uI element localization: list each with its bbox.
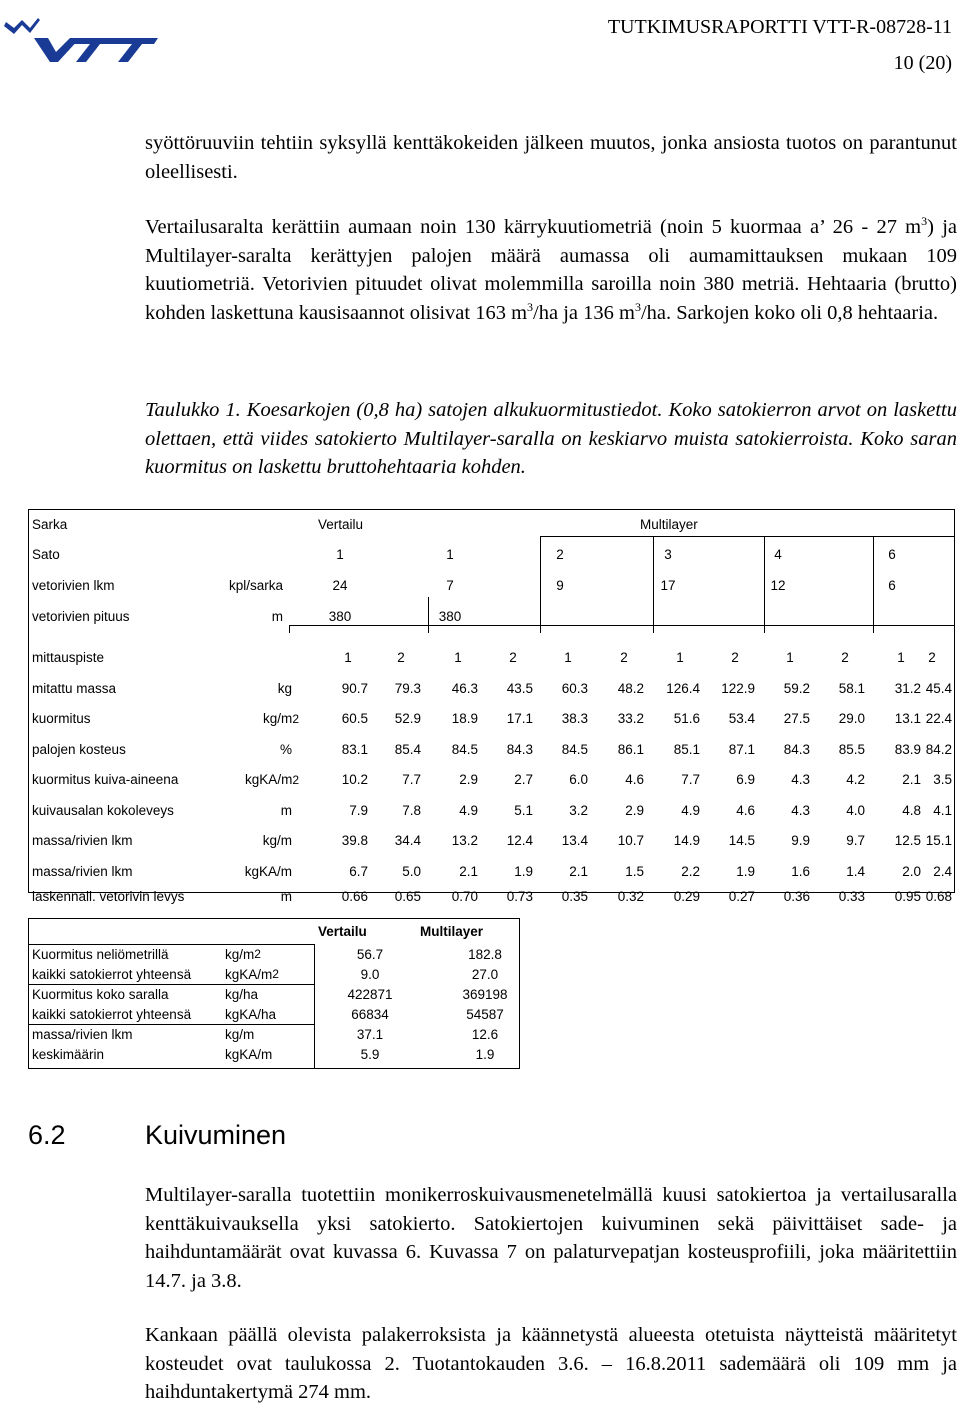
- value-cell: 51.6: [673, 711, 700, 726]
- value-cell: 9.7: [846, 833, 865, 848]
- table-header-row: [28, 509, 955, 539]
- section-number: 6.2: [28, 1120, 66, 1150]
- value-cell: 0.27: [728, 889, 755, 904]
- value-cell: 6.0: [569, 772, 588, 787]
- mittauspiste-cell: 2: [841, 650, 849, 665]
- value-cell: 17.1: [506, 711, 533, 726]
- value-cell: 2.2: [681, 863, 700, 879]
- value-cell: 0.73: [506, 889, 533, 904]
- value-cell: 4.8: [902, 802, 921, 818]
- value-cell: 1.4: [846, 863, 865, 879]
- unit-text: m: [280, 889, 292, 904]
- summary-unit: [225, 1044, 272, 1064]
- value-cell: 46.3: [451, 680, 478, 696]
- row-unit: kg/m 2: [263, 711, 299, 726]
- row-label: laskennall. vetorivin levys: [32, 889, 185, 904]
- sato-row: [28, 539, 955, 570]
- row-unit: [178, 886, 292, 907]
- value-cell: 12.4: [506, 833, 533, 848]
- section-title: Kuivuminen: [145, 1120, 287, 1150]
- value-cell: 4.0: [846, 802, 865, 818]
- mittauspiste-cell: 1: [897, 650, 905, 665]
- unit-text: kgKA/m: [244, 863, 292, 879]
- summary-vertailu-value: 9.0: [360, 966, 380, 982]
- summary-row: [28, 1024, 520, 1044]
- paragraph-1: syöttöruuviin tehtiin syksyllä kenttäkokeiden jälkeen muutos, jonka ansiosta tuotos on parantunut oleellisesti.: [145, 132, 957, 183]
- summary-multilayer-value: 54587: [466, 1006, 504, 1022]
- summary-row: [28, 944, 520, 964]
- value-cell: 58.1: [838, 680, 865, 696]
- value-cell: 0.32: [617, 889, 644, 904]
- row-unit: kgKA/m 2: [245, 772, 299, 787]
- summary-label: kaikki satokierrot yhteensä: [32, 966, 192, 982]
- lkm-row: [28, 570, 955, 601]
- mittauspiste-cell: 1: [786, 650, 794, 665]
- mittauspiste-cell: 2: [509, 650, 517, 665]
- value-cell: 83.1: [341, 741, 368, 757]
- mittauspiste-cell: 2: [731, 650, 739, 665]
- summary-multilayer-header: Multilayer: [420, 923, 484, 939]
- table-row: [28, 856, 955, 886]
- value-cell: 4.6: [736, 802, 755, 818]
- paragraph-2: Vertailusaralta kerättiin aumaan noin 130 kärrykuutiometriä (noin 5 kuormaa a’ 26 - 27 $m^3$) ja Multilayer-saralta kerättyjen palojen määrä aumassa oli aumamittauksen mukaan 109 kuutiometriä. Vetorivien pituudet olivat molemmilla saroilla noin 380 metriä. Hehtaaria (brutto) kohden laskettuna kausisaannot olisivat 163 $m^3/ha$ ja 136 $m^3/ha$. Sarkojen koko oli 0,8 hehtaaria.: [145, 214, 957, 324]
- pituus-cell: 380: [328, 609, 352, 624]
- value-cell: 0.95: [894, 889, 921, 904]
- value-cell: 12.5: [894, 833, 921, 848]
- summary-vertailu-header: Vertailu: [318, 923, 367, 939]
- value-cell: 85.5: [838, 741, 865, 757]
- pituus-row: [28, 601, 955, 632]
- section-heading: [28, 1120, 286, 1151]
- sato-cell: 2: [556, 547, 564, 562]
- vtt-logo: [4, 6, 160, 69]
- report-id: TUTKIMUSRAPORTTI VTT-R-08728-11: [607, 16, 952, 38]
- mittauspiste-cell: 1: [344, 650, 352, 665]
- unit-text: kg: [277, 680, 292, 696]
- value-cell: 38.3: [561, 711, 588, 726]
- value-cell: 15.1: [925, 833, 952, 848]
- value-cell: 6.9: [736, 772, 755, 787]
- summary-multilayer-value: 27.0: [471, 966, 499, 982]
- table-row: [28, 734, 955, 764]
- sato-cell: 3: [664, 547, 672, 562]
- summary-vertailu-value: 5.9: [360, 1046, 380, 1062]
- mittauspiste-cell: 1: [676, 650, 684, 665]
- summary-multilayer-value: 1.9: [475, 1046, 495, 1062]
- value-cell: 7.7: [402, 772, 421, 787]
- value-cell: 4.9: [681, 802, 700, 818]
- row-label: kuivausalan kokoleveys: [32, 802, 174, 818]
- value-cell: 0.68: [925, 889, 952, 904]
- value-cell: 3.2: [569, 802, 588, 818]
- value-cell: 2.7: [514, 772, 533, 787]
- mittauspiste-cell: 1: [564, 650, 572, 665]
- value-cell: 2.4: [933, 863, 952, 879]
- unit-text: kgKA/ha: [225, 1006, 277, 1022]
- value-cell: 14.9: [673, 833, 700, 848]
- value-cell: 33.2: [617, 711, 644, 726]
- value-cell: 9.9: [791, 833, 810, 848]
- value-cell: 52.9: [394, 711, 421, 726]
- value-cell: 84.5: [451, 741, 478, 757]
- summary-vertailu-value: 56.7: [356, 946, 384, 962]
- value-cell: 60.3: [561, 680, 588, 696]
- summary-unit: [225, 1024, 254, 1044]
- mittauspiste-row: [28, 642, 955, 673]
- value-cell: 4.6: [625, 772, 644, 787]
- value-cell: 126.4: [666, 680, 700, 696]
- summary-label: massa/rivien lkm: [32, 1026, 133, 1042]
- value-cell: 83.9: [894, 741, 921, 757]
- row-unit: [178, 673, 292, 703]
- value-cell: 4.3: [791, 772, 810, 787]
- value-cell: 39.8: [341, 833, 368, 848]
- table-row: [28, 825, 955, 856]
- row-unit: [178, 734, 292, 764]
- row-unit: [178, 795, 292, 825]
- unit-text: kg/m: [225, 1026, 255, 1042]
- value-cell: 7.8: [402, 802, 421, 818]
- value-cell: 48.2: [617, 680, 644, 696]
- sato-cell: 4: [774, 547, 782, 562]
- summary-unit: kgKA/m 2: [225, 966, 279, 982]
- value-cell: 122.9: [721, 680, 755, 696]
- value-cell: 4.2: [846, 772, 865, 787]
- value-cell: 87.1: [728, 741, 755, 757]
- value-cell: 4.9: [459, 802, 478, 818]
- value-cell: 0.36: [783, 889, 810, 904]
- summary-multilayer-value: 369198: [462, 986, 508, 1002]
- value-cell: 6.7: [349, 863, 368, 879]
- value-cell: 53.4: [728, 711, 755, 726]
- sarka-label: Sarka: [32, 516, 68, 532]
- row-label: massa/rivien lkm: [32, 863, 133, 879]
- unit-text: %: [279, 741, 292, 757]
- value-cell: 0.33: [838, 889, 865, 904]
- summary-unit: [225, 984, 258, 1004]
- value-cell: 1.5: [625, 863, 644, 879]
- value-cell: 0.65: [394, 889, 421, 904]
- table-caption: Taulukko 1. Koesarkojen (0,8 ha) satojen alkukuormitustiedot. Koko satokierron arvot on laskettu olettaen, että viides satokierto Multilayer-saralla on keskiarvo muista satokierroista. Koko saran kuormitus on laskettu bruttohehtaaria kohden.: [145, 399, 957, 478]
- table-row: [28, 764, 955, 795]
- unit-text: kg/m: [263, 711, 293, 726]
- value-cell: 2.1: [902, 772, 921, 787]
- summary-label: kaikki satokierrot yhteensä: [32, 1006, 192, 1022]
- value-cell: 2.1: [569, 863, 588, 879]
- value-cell: 85.1: [673, 741, 700, 757]
- mittauspiste-cell: 1: [454, 650, 462, 665]
- value-cell: 31.2: [894, 680, 921, 696]
- summary-vertailu-value: 37.1: [356, 1026, 384, 1042]
- row-unit: m: [271, 609, 283, 624]
- value-cell: 84.3: [506, 741, 533, 757]
- summary-unit: [225, 1004, 276, 1024]
- summary-row: [28, 964, 520, 984]
- unit-text: kgKA/m: [225, 966, 273, 982]
- value-cell: 22.4: [925, 711, 952, 726]
- value-cell: 79.3: [394, 680, 421, 696]
- value-cell: 60.5: [341, 711, 368, 726]
- unit-text: kg/m: [225, 946, 255, 962]
- section-paragraph-2: Kankaan päällä olevista palakerroksista ja käännetystä alueesta otetuista näytteistä määritetyt kosteudet ovat taulukossa 2. Tuotantokauden 3.6. – 16.8.2011 sademäärä oli 109 mm ja haihduntakertymä 274 mm.: [145, 1324, 957, 1403]
- value-cell: 0.70: [451, 889, 478, 904]
- row-unit: [178, 856, 292, 886]
- value-cell: 10.2: [341, 772, 368, 787]
- row-label: vetorivien lkm: [32, 578, 115, 593]
- value-cell: 1.9: [736, 863, 755, 879]
- table-row: [28, 886, 955, 907]
- page-number: 10 (20): [893, 52, 952, 74]
- value-cell: 5.0: [402, 863, 421, 879]
- table-row: [28, 795, 955, 825]
- value-cell: 59.2: [783, 680, 810, 696]
- summary-unit: kg/m 2: [225, 946, 261, 962]
- mittauspiste-cell: 2: [397, 650, 405, 665]
- value-cell: 2.9: [625, 802, 644, 818]
- value-cell: 0.35: [561, 889, 588, 904]
- sato-label: Sato: [32, 547, 60, 562]
- value-cell: 5.1: [514, 802, 533, 818]
- summary-header-row: [28, 918, 520, 944]
- pituus-cell: 380: [438, 609, 462, 624]
- value-cell: 13.1: [894, 711, 921, 726]
- table-row: [28, 673, 955, 703]
- value-cell: 7.9: [349, 802, 368, 818]
- unit-text: m: [280, 802, 292, 818]
- value-cell: 13.2: [451, 833, 478, 848]
- value-cell: 13.4: [561, 833, 588, 848]
- row-label: vetorivien pituus: [32, 609, 130, 624]
- lkm-cell: 17: [660, 578, 676, 593]
- lkm-cell: 9: [556, 578, 564, 593]
- value-cell: 2.1: [459, 863, 478, 879]
- unit-text: kgKA/m: [225, 1046, 273, 1062]
- row-unit: kpl/sarka: [228, 578, 283, 593]
- sato-cell: 6: [888, 547, 896, 562]
- value-cell: 84.2: [925, 741, 952, 757]
- value-cell: 29.0: [838, 711, 865, 726]
- section-paragraph-1: Multilayer-saralla tuotettiin monikerroskuivausmenetelmällä kuusi satokiertoa ja vertailusaralla kenttäkuivauksella yksi satokierto. Satokiertojen kuivuminen sekä päivittäiset sade- ja haihduntamäärät ovat kuvassa 6. Kuvassa 7 on palaturvepatjan kosteusprofiili, joka määritettiin 14.7. ja 3.8.: [145, 1184, 957, 1292]
- value-cell: 27.5: [783, 711, 810, 726]
- value-cell: 18.9: [451, 711, 478, 726]
- unit-text: kgKA/m: [245, 772, 293, 787]
- summary-label: keskimäärin: [32, 1046, 105, 1062]
- table-row: [28, 703, 955, 734]
- summary-vertailu-value: 422871: [347, 986, 393, 1002]
- summary-multilayer-value: 12.6: [471, 1026, 499, 1042]
- summary-label: Kuormitus koko saralla: [32, 986, 169, 1002]
- mittauspiste-cell: 2: [620, 650, 628, 665]
- row-label: mittauspiste: [32, 650, 105, 665]
- unit-text: kg/ha: [225, 986, 259, 1002]
- row-label: kuormitus: [32, 711, 91, 726]
- sato-cell: 1: [446, 547, 454, 562]
- value-cell: 4.1: [933, 802, 952, 818]
- value-cell: 10.7: [617, 833, 644, 848]
- value-cell: 3.5: [933, 772, 952, 787]
- mittauspiste-cell: 2: [928, 650, 936, 665]
- value-cell: 2.9: [459, 772, 478, 787]
- summary-multilayer-value: 182.8: [468, 946, 502, 962]
- summary-row: [28, 1044, 520, 1064]
- summary-row: [28, 1004, 520, 1024]
- data-table: [28, 509, 955, 907]
- value-cell: 45.4: [925, 680, 952, 696]
- value-cell: 14.5: [728, 833, 755, 848]
- value-cell: 0.29: [673, 889, 700, 904]
- lkm-cell: 6: [888, 578, 896, 593]
- value-cell: 84.5: [561, 741, 588, 757]
- summary-vertailu-value: 66834: [351, 1006, 389, 1022]
- row-label: mitattu massa: [32, 680, 117, 696]
- unit-text: kg/m: [262, 833, 292, 848]
- row-label: massa/rivien lkm: [32, 833, 133, 848]
- summary-row: [28, 984, 520, 1004]
- lkm-cell: 24: [332, 578, 348, 593]
- value-cell: 0.66: [341, 889, 368, 904]
- multilayer-header: Multilayer: [640, 516, 698, 532]
- sato-cell: 1: [336, 547, 344, 562]
- lkm-cell: 12: [770, 578, 786, 593]
- summary-table: [28, 918, 520, 1068]
- row-label: palojen kosteus: [32, 741, 126, 757]
- value-cell: 84.3: [783, 741, 810, 757]
- value-cell: 2.0: [902, 863, 921, 879]
- value-cell: 85.4: [394, 741, 421, 757]
- value-cell: 1.9: [514, 863, 533, 879]
- value-cell: 7.7: [681, 772, 700, 787]
- value-cell: 4.3: [791, 802, 810, 818]
- vertailu-header: Vertailu: [318, 516, 364, 532]
- lkm-cell: 7: [446, 578, 454, 593]
- summary-label: Kuormitus neliömetrillä: [32, 946, 169, 962]
- row-unit: [178, 825, 292, 856]
- value-cell: 86.1: [617, 741, 644, 757]
- row-label: kuormitus kuiva-aineena: [32, 772, 179, 787]
- value-cell: 34.4: [394, 833, 421, 848]
- value-cell: 43.5: [506, 680, 533, 696]
- value-cell: 1.6: [791, 863, 810, 879]
- value-cell: 90.7: [341, 680, 368, 696]
